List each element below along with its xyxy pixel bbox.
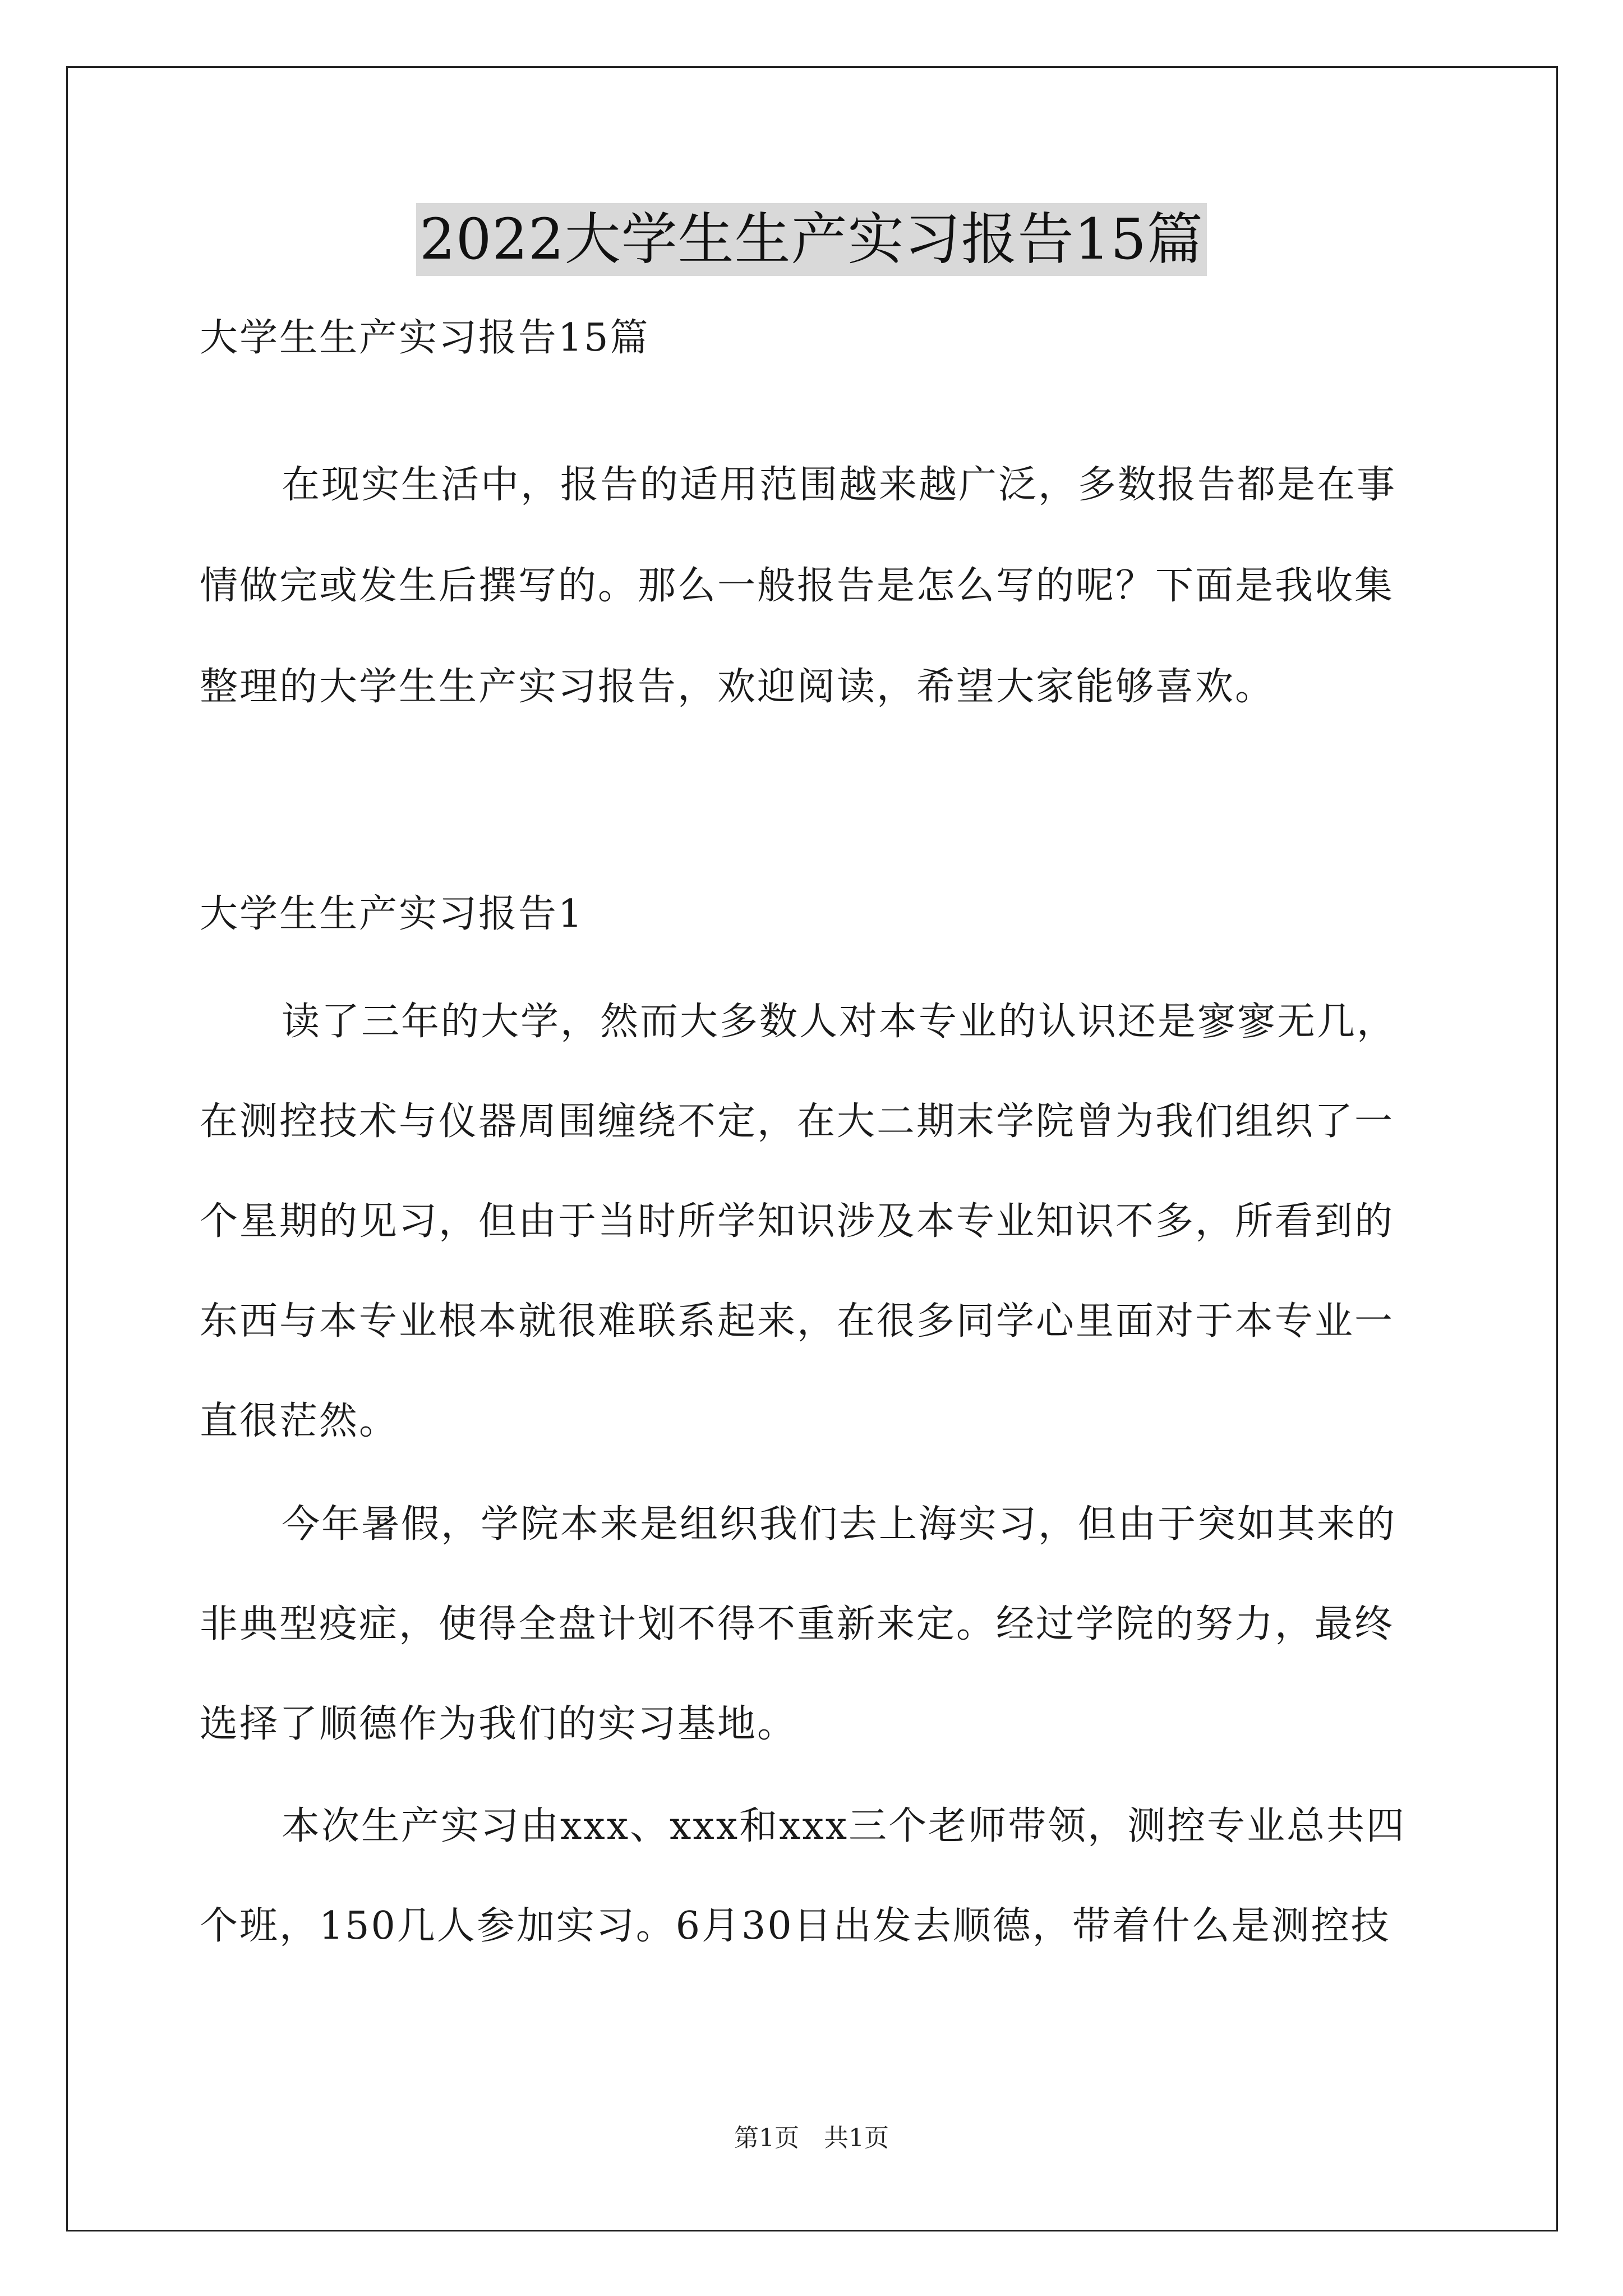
page-footer: 第1页 共1页 [734, 2124, 889, 2152]
paragraph2-line-1: 今年暑假，学院本来是组织我们去上海实习，但由于突如其来的 [282, 1502, 1397, 1547]
intro-line-3: 整理的大学生生产实习报告，欢迎阅读，希望大家能够喜欢。 [200, 665, 1275, 709]
document-title: 2022大学生生产实习报告15篇 [416, 203, 1207, 276]
paragraph1-line-4: 东西与本专业根本就很难联系起来，在很多同学心里面对于本专业一 [200, 1299, 1395, 1343]
intro-line-2: 情做完或发生后撰写的。那么一般报告是怎么写的呢？下面是我收集 [200, 564, 1395, 608]
paragraph3-line-2: 个班，150几人参加实习。6月30日出发去顺德，带着什么是测控技 [200, 1904, 1391, 1948]
paragraph1-line-2: 在测控技术与仪器周围缠绕不定，在大二期末学院曾为我们组织了一 [200, 1099, 1395, 1144]
title-container [0, 203, 1623, 276]
paragraph1-line-1: 读了三年的大学，然而大多数人对本专业的认识还是寥寥无几， [282, 1000, 1397, 1044]
paragraph1-line-3: 个星期的见习，但由于当时所学知识涉及本专业知识不多，所看到的 [200, 1199, 1395, 1244]
subtitle: 大学生生产实习报告15篇 [200, 316, 650, 360]
paragraph1-line-5: 直很茫然。 [200, 1399, 399, 1443]
paragraph2-line-3: 选择了顺德作为我们的实习基地。 [200, 1702, 797, 1746]
section-heading: 大学生生产实习报告1 [200, 892, 584, 936]
paragraph2-line-2: 非典型疫症，使得全盘计划不得不重新来定。经过学院的努力，最终 [200, 1602, 1395, 1646]
intro-line-1: 在现实生活中，报告的适用范围越来越广泛，多数报告都是在事 [282, 463, 1397, 507]
paragraph3-line-1: 本次生产实习由xxx、xxx和xxx三个老师带领，测控专业总共四 [282, 1804, 1407, 1848]
